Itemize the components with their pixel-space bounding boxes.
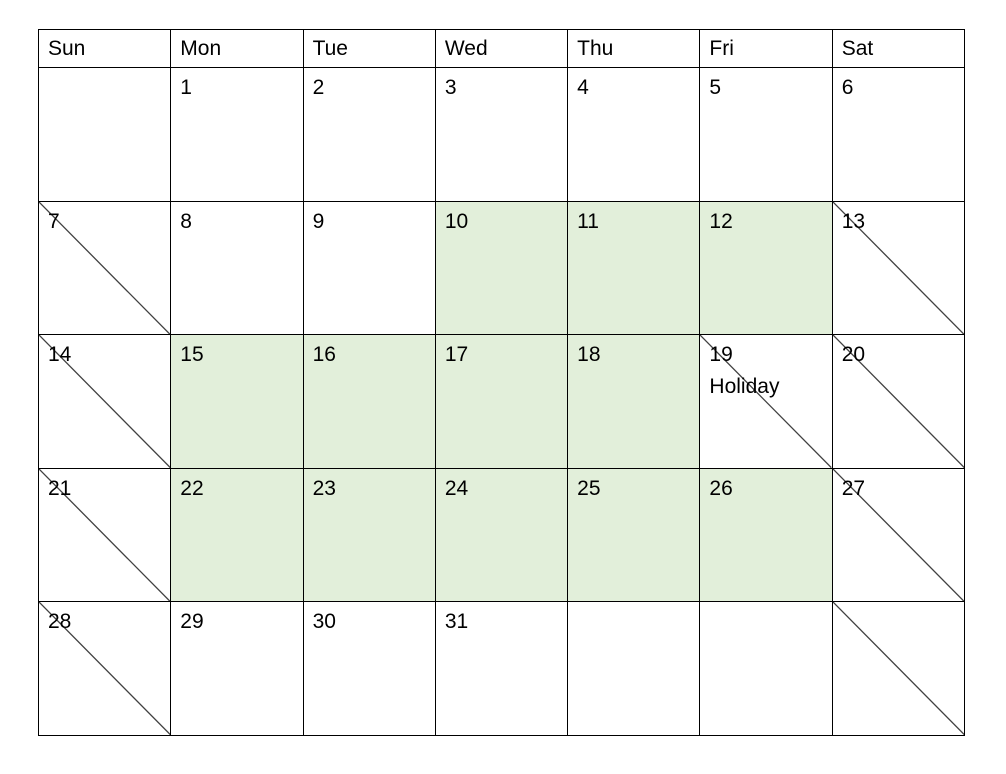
day-cell-17 — [436, 335, 568, 469]
day-number: 30 — [312, 610, 336, 634]
day-cell-3 — [436, 68, 568, 202]
day-number: 31 — [444, 610, 469, 634]
day-cell-8 — [171, 202, 303, 336]
day-cell-6 — [833, 68, 965, 202]
day-cell-4 — [568, 68, 700, 202]
day-number: 20 — [841, 343, 866, 367]
day-cell-28 — [39, 602, 171, 736]
weekday-header-wed: Wed — [436, 30, 568, 68]
day-cell-22 — [171, 469, 303, 603]
day-cell-31 — [436, 602, 568, 736]
weekday-header-thu: Thu — [568, 30, 700, 68]
day-cell-19 — [700, 335, 832, 469]
empty-cell — [39, 68, 171, 202]
day-number: 4 — [577, 76, 589, 99]
day-cell-2 — [304, 68, 436, 202]
day-cell-13 — [833, 202, 965, 336]
day-cell-27 — [833, 469, 965, 603]
day-cell-14 — [39, 335, 171, 469]
day-number: 13 — [841, 209, 866, 233]
day-cell-20 — [833, 335, 965, 469]
holiday-label: Holiday — [709, 374, 780, 398]
day-cell-12 — [700, 202, 832, 336]
day-number: 12 — [709, 209, 733, 233]
day-number: 10 — [444, 209, 469, 233]
day-cell-5 — [700, 68, 832, 202]
day-number: 3 — [444, 76, 457, 99]
weekday-header-mon: Mon — [171, 30, 303, 68]
day-cell-23 — [304, 469, 436, 603]
calendar-grid — [38, 29, 965, 736]
day-number: 8 — [180, 209, 192, 233]
day-number: 27 — [841, 476, 866, 500]
day-cell-9 — [304, 202, 436, 336]
day-number: 2 — [312, 76, 325, 99]
day-number: 16 — [312, 343, 336, 367]
day-number: 21 — [48, 476, 72, 500]
empty-cell — [700, 602, 832, 736]
day-number: 6 — [841, 76, 854, 99]
day-cell-26 — [700, 469, 832, 603]
day-cell-16 — [304, 335, 436, 469]
day-number: 5 — [709, 76, 722, 99]
weekday-header-tue: Tue — [304, 30, 436, 68]
diagonal-strike-line — [833, 602, 964, 735]
day-number: 28 — [48, 610, 72, 634]
day-cell-24 — [436, 469, 568, 603]
day-number: 15 — [180, 343, 204, 367]
day-number: 14 — [48, 343, 72, 367]
day-number: 1 — [180, 76, 192, 99]
weekday-header-sat: Sat — [833, 30, 965, 68]
weekday-header-fri: Fri — [700, 30, 832, 68]
day-number: 26 — [709, 476, 733, 500]
day-number: 23 — [312, 476, 336, 500]
day-number: 24 — [444, 476, 469, 500]
day-number: 17 — [444, 343, 469, 367]
day-cell-10 — [436, 202, 568, 336]
empty-cell — [833, 602, 965, 736]
day-number: 18 — [577, 343, 601, 367]
day-number: 29 — [180, 610, 204, 634]
day-cell-25 — [568, 469, 700, 603]
empty-cell — [568, 602, 700, 736]
day-number: 19 — [709, 343, 733, 367]
weekday-header-sun: Sun — [39, 30, 171, 68]
day-cell-18 — [568, 335, 700, 469]
day-cell-21 — [39, 469, 171, 603]
day-cell-29 — [171, 602, 303, 736]
day-cell-7 — [39, 202, 171, 336]
day-number: 22 — [180, 476, 204, 500]
day-cell-15 — [171, 335, 303, 469]
day-cell-1 — [171, 68, 303, 202]
day-number: 7 — [48, 209, 60, 233]
day-number: 11 — [577, 209, 599, 233]
day-cell-11 — [568, 202, 700, 336]
day-number: 25 — [577, 476, 601, 500]
day-number: 9 — [312, 209, 325, 233]
day-cell-30 — [304, 602, 436, 736]
